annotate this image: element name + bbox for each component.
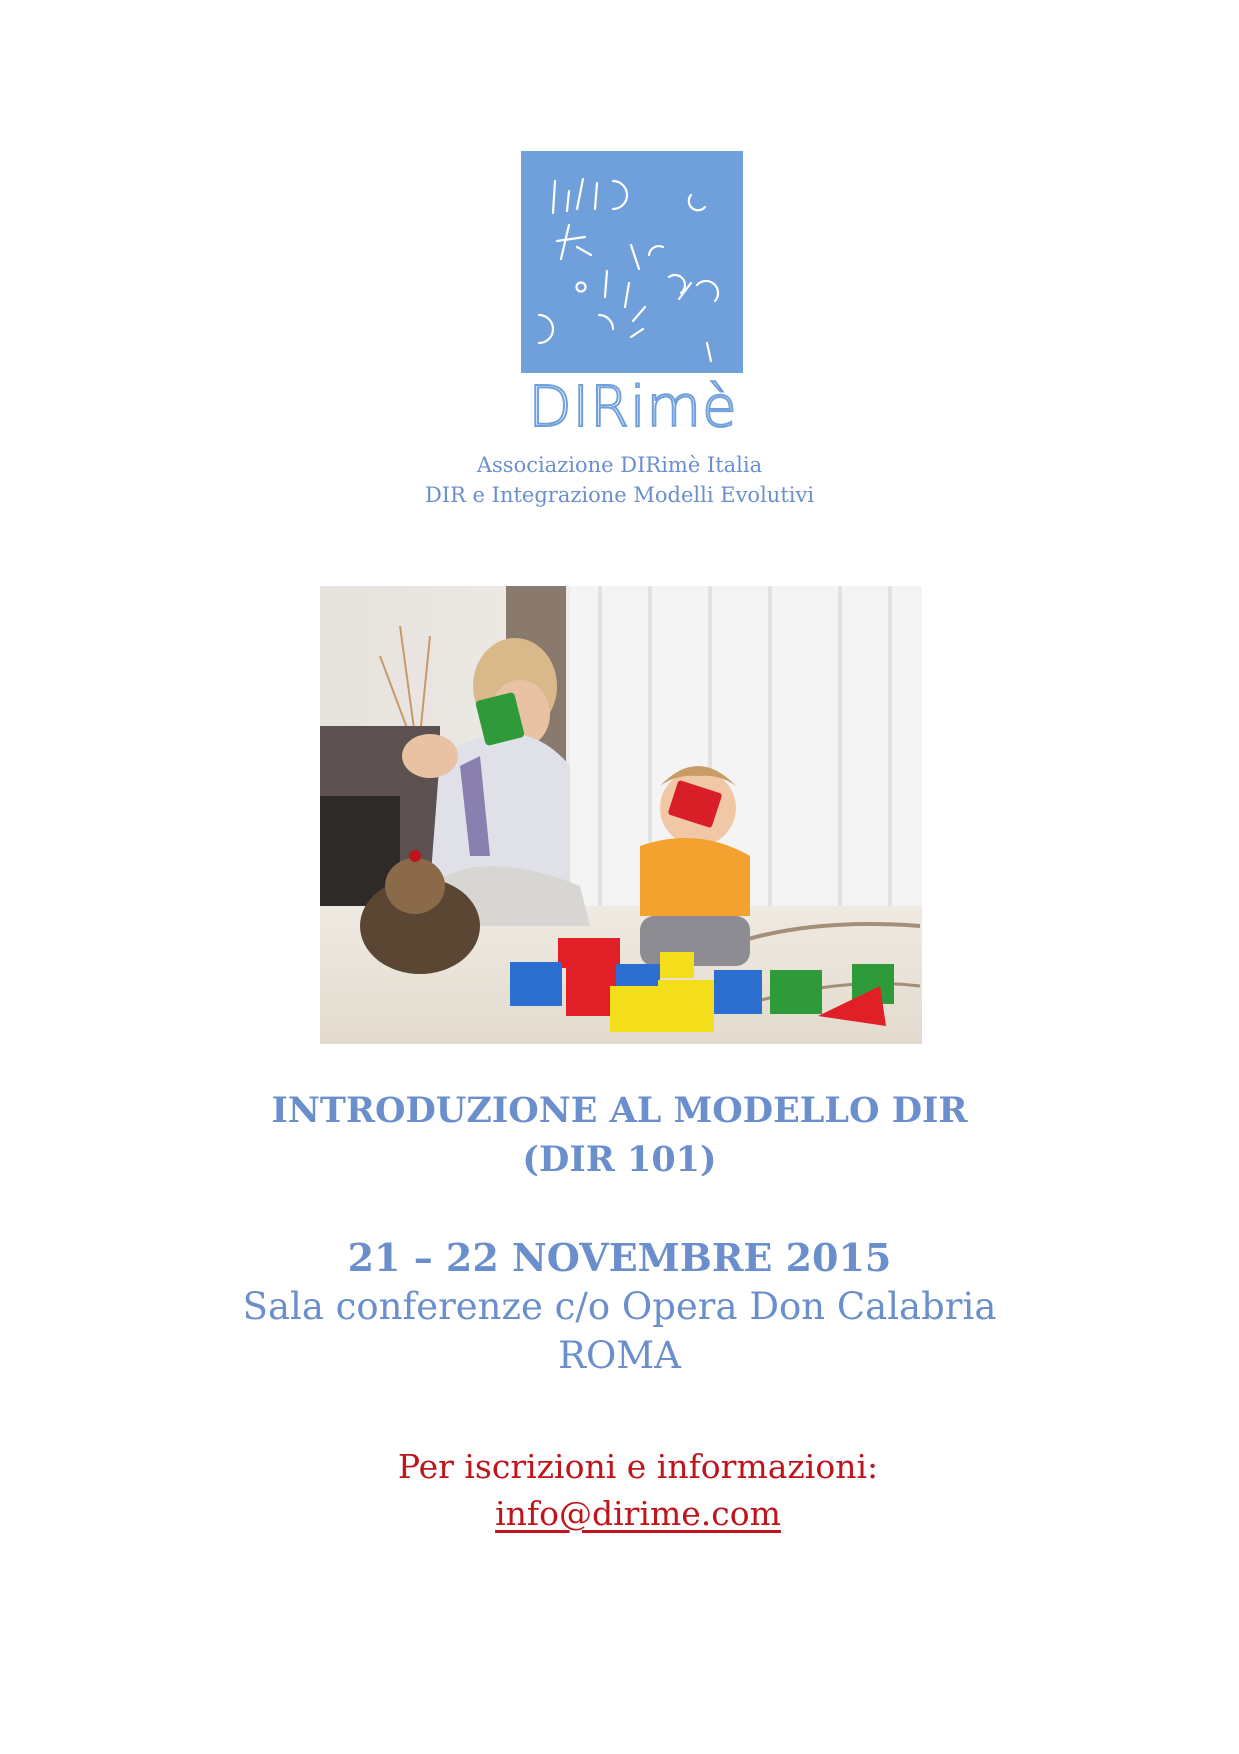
event-title-code: (DIR 101) (522, 1139, 717, 1180)
event-title: INTRODUZIONE AL MODELLO DIR (271, 1090, 968, 1131)
event-dates: 21 – 22 NOVEMBRE 2015 (347, 1235, 892, 1280)
logo-wordmark (518, 376, 748, 434)
logo-mark (521, 151, 743, 373)
event-photo (320, 586, 922, 1044)
association-name: Associazione DIRimè Italia (476, 453, 763, 477)
logo-wordmark-text: DIRimè (528, 376, 738, 434)
logo-strokes-icon (521, 151, 743, 373)
association-subtitle: DIR e Integrazione Modelli Evolutivi (424, 483, 815, 507)
contact-email-link[interactable]: info@dirime.com (495, 1494, 781, 1533)
contact-line (0, 1492, 1239, 1536)
event-city: ROMA (558, 1334, 681, 1377)
contact-label: Per iscrizioni e informazioni: (397, 1447, 879, 1486)
event-venue: Sala conferenze c/o Opera Don Calabria (242, 1285, 997, 1328)
